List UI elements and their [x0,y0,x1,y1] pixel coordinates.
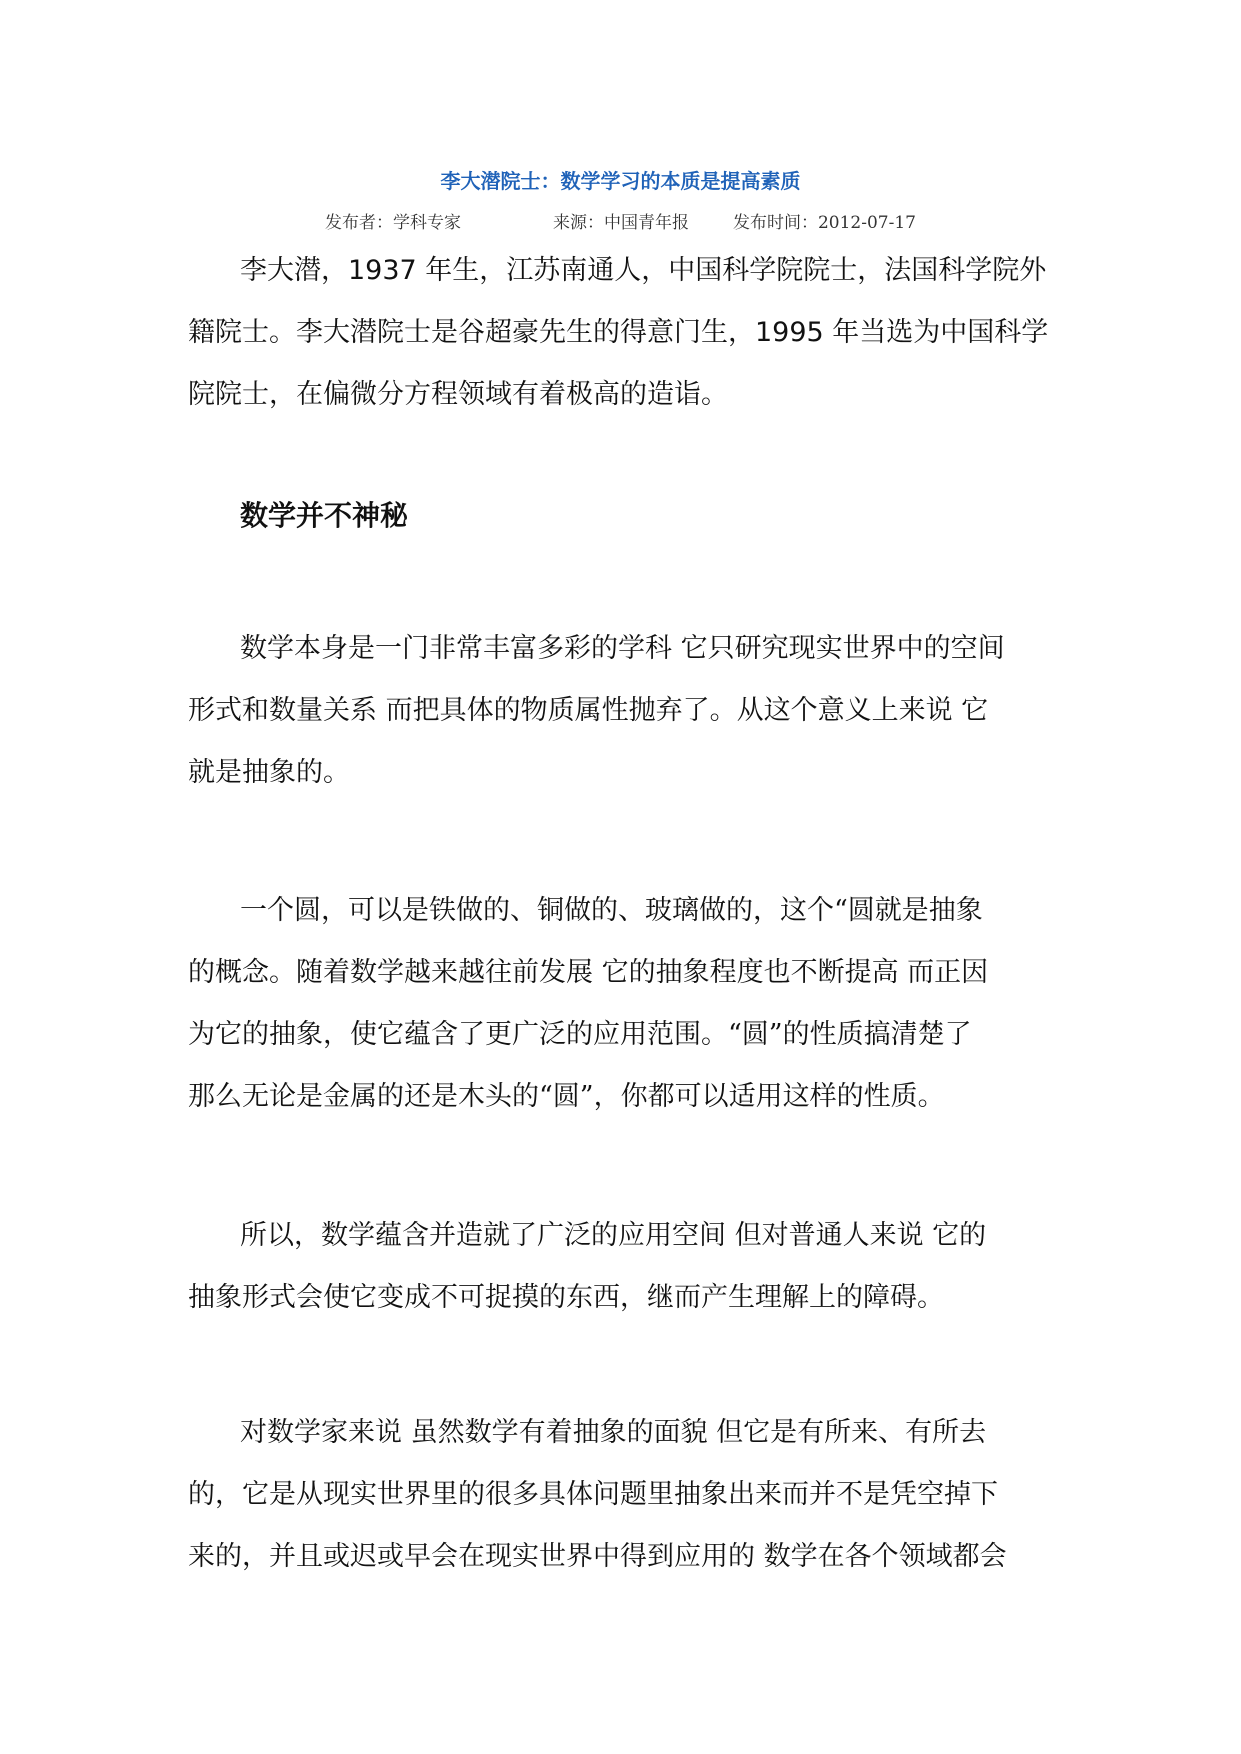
publisher-label: 发布者：学科专家 [324,213,461,233]
paragraph4-line-2: 的，它是从现实世界里的很多具体问题里抽象出来而并不是凭空掉下 [188,1479,998,1510]
section-heading: 数学并不神秘 [240,499,409,532]
body-paragraph-3 [188,1205,1068,1329]
paragraph2-line-4: 那么无论是金属的还是木头的“圆”，你都可以适用这样的性质。 [188,1081,945,1112]
article-title: 李大潜院士：数学学习的本质是提高素质 [440,169,801,193]
paragraph2-line-1: 一个圆，可以是铁做的、铜做的、玻璃做的，这个“圆就是抽象 [240,895,983,926]
body-paragraph-1 [188,618,1068,804]
publish-time-label: 发布时间：2012-07-17 [732,213,916,233]
paragraph1-line-3: 就是抽象的。 [188,757,350,788]
source-label: 来源：中国青年报 [552,213,689,233]
intro-line-1: 李大潜，1937 年生，江苏南通人，中国科学院院士，法国科学院外 [240,255,1047,286]
paragraph2-line-3: 为它的抽象，使它蕴含了更广泛的应用范围。“圆”的性质搞清楚了 [188,1019,972,1050]
paragraph1-line-2: 形式和数量关系 而把具体的物质属性抛弃了。从这个意义上来说 它 [188,695,989,726]
body-paragraph-2 [188,880,1068,1128]
paragraph1-line-1: 数学本身是一门非常丰富多彩的学科 它只研究现实世界中的空间 [240,633,1005,664]
intro-line-3: 院院士，在偏微分方程领域有着极高的造诣。 [188,379,728,410]
article-meta [0,210,1241,236]
paragraph4-line-3: 来的，并且或迟或早会在现实世界中得到应用的 数学在各个领域都会 [188,1541,1007,1572]
body-paragraph-4 [188,1402,1068,1588]
paragraph4-line-1: 对数学家来说 虽然数学有着抽象的面貌 但它是有所来、有所去 [240,1417,987,1448]
paragraph3-line-2: 抽象形式会使它变成不可捉摸的东西，继而产生理解上的障碍。 [188,1282,944,1313]
paragraph3-line-1: 所以，数学蕴含并造就了广泛的应用空间 但对普通人来说 它的 [240,1220,987,1251]
intro-line-2: 籍院士。李大潜院士是谷超豪先生的得意门生，1995 年当选为中国科学 [188,317,1049,348]
paragraph2-line-2: 的概念。随着数学越来越往前发展 它的抽象程度也不断提高 而正因 [188,957,989,988]
intro-paragraph [188,240,1068,426]
